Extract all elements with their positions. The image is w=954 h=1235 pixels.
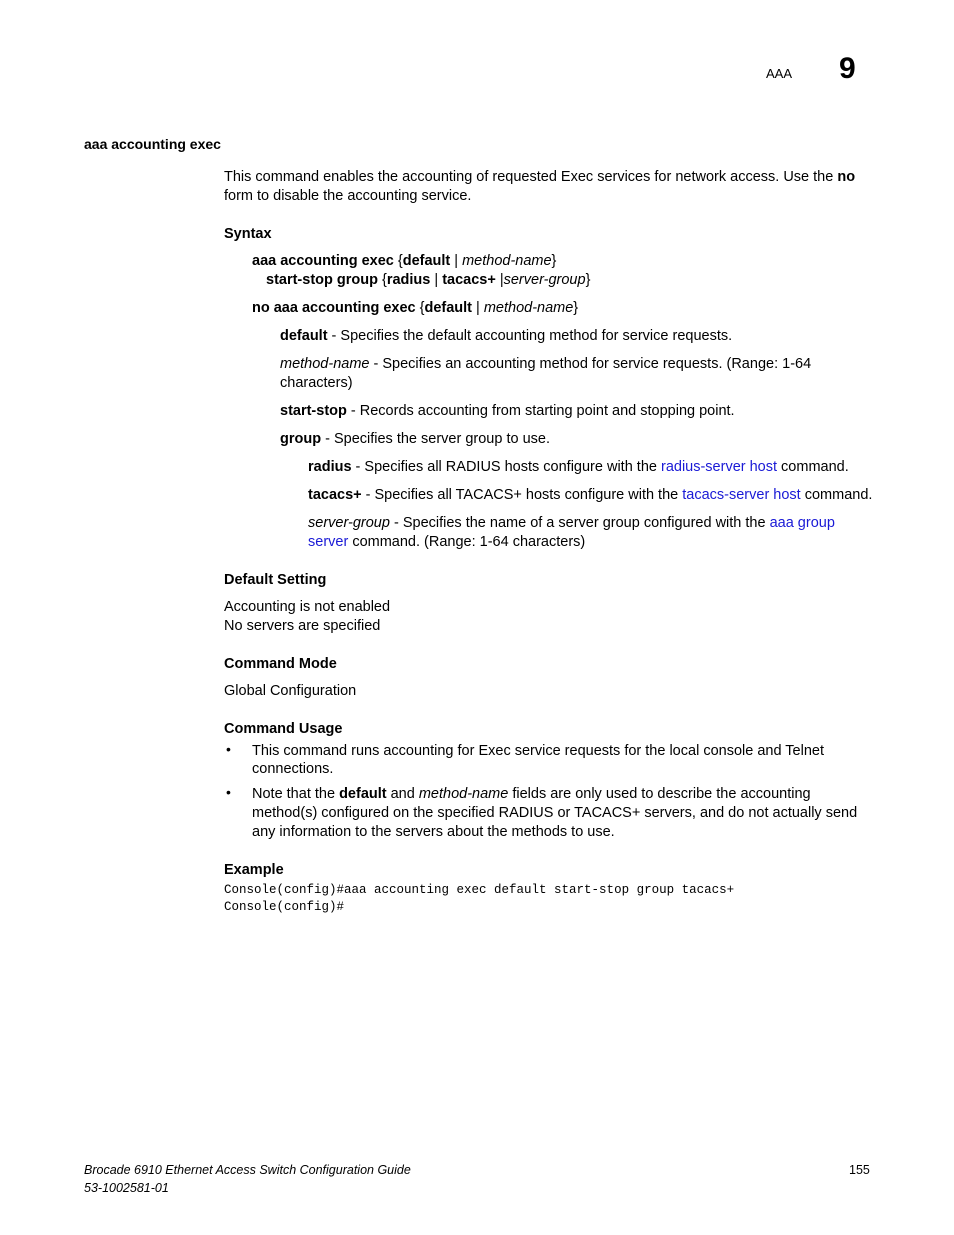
syntax-brace: }	[585, 272, 591, 288]
param-default	[280, 327, 732, 346]
param-desc: command.	[800, 487, 873, 503]
param-name: tacacs+	[308, 487, 362, 503]
syntax-separator: |	[430, 272, 443, 288]
syntax-brace: }	[573, 300, 579, 316]
syntax-separator: |	[472, 300, 484, 316]
param-method-name-cont: characters)	[280, 375, 353, 391]
syntax-command: start-stop group	[266, 272, 378, 288]
default-setting-line: No servers are specified	[224, 618, 381, 634]
param-group	[280, 430, 550, 449]
radius-server-host-link[interactable]: radius-server host	[660, 459, 778, 475]
syntax-line-3	[252, 299, 578, 318]
syntax-line-1	[252, 252, 556, 271]
syntax-brace: }	[551, 253, 557, 269]
usage-text: and	[386, 786, 419, 802]
usage-keyword: default	[339, 786, 387, 802]
footer-doc-number: 53-1002581-01	[84, 1181, 169, 1195]
param-server-group	[308, 514, 835, 533]
aaa-group-server-link-cont[interactable]: server	[308, 534, 349, 550]
syntax-keyword: default	[402, 253, 451, 269]
usage-item-2-line-2: method(s) configured on the specified RADIUS or TACACS+ servers, and do not actually send	[252, 805, 858, 821]
syntax-brace: {	[393, 253, 403, 269]
param-desc: - Specifies the name of a server group configured with the	[389, 515, 770, 531]
syntax-keyword: tacacs+	[442, 272, 496, 288]
header-section-label: AAA	[766, 66, 793, 81]
usage-text: Note that the	[252, 786, 340, 802]
syntax-separator: |	[495, 272, 504, 288]
default-setting-heading: Default Setting	[224, 572, 327, 588]
command-title: aaa accounting exec	[84, 136, 221, 152]
param-desc: - Records accounting from starting point and stopping point.	[346, 403, 735, 419]
usage-param: method-name	[418, 786, 509, 802]
syntax-brace: {	[377, 272, 387, 288]
description-keyword: no	[837, 169, 856, 185]
param-name: start-stop	[280, 403, 347, 419]
param-server-group-cont	[308, 533, 585, 552]
param-start-stop	[280, 402, 735, 421]
param-desc: - Specifies the default accounting method for service requests.	[327, 328, 733, 344]
syntax-param: method-name	[462, 253, 552, 269]
example-code-line: Console(config)#aaa accounting exec default start-stop group tacacs+	[224, 883, 735, 897]
aaa-group-server-link[interactable]: aaa group	[769, 515, 835, 531]
default-setting-line: Accounting is not enabled	[224, 599, 391, 615]
syntax-keyword: default	[424, 300, 472, 316]
param-desc: - Specifies the server group to use.	[321, 431, 550, 447]
param-radius	[308, 458, 849, 477]
description-line-2: form to disable the accounting service.	[224, 188, 472, 204]
syntax-separator: |	[450, 253, 463, 269]
usage-item-1-line-2: connections.	[252, 761, 334, 777]
syntax-line-2	[266, 271, 590, 290]
footer-doc-title: Brocade 6910 Ethernet Access Switch Configuration Guide	[84, 1163, 411, 1177]
syntax-brace: {	[415, 300, 425, 316]
usage-item-2-line-3: any information to the servers about the methods to use.	[252, 824, 615, 840]
tacacs-server-host-link[interactable]: tacacs-server host	[682, 487, 801, 503]
command-mode-value: Global Configuration	[224, 683, 357, 699]
param-method-name	[280, 355, 811, 374]
syntax-heading: Syntax	[224, 226, 272, 242]
bullet-icon: •	[226, 784, 231, 800]
description-line-1	[224, 168, 855, 187]
example-code-line: Console(config)#	[224, 900, 345, 914]
syntax-param: method-name	[483, 300, 574, 316]
bullet-icon: •	[226, 741, 231, 757]
syntax-param: server-group	[503, 272, 586, 288]
command-mode-heading: Command Mode	[224, 656, 337, 672]
param-name: method-name	[280, 356, 370, 372]
footer-page-number: 155	[849, 1163, 870, 1177]
param-name: default	[280, 328, 328, 344]
param-name: radius	[308, 459, 352, 475]
header-chapter-number: 9	[839, 52, 856, 85]
description-text: This command enables the accounting of requested Exec services for network access. Use the	[224, 169, 838, 185]
syntax-command: aaa accounting exec	[252, 253, 394, 269]
param-desc: - Specifies all RADIUS hosts configure with the	[351, 459, 661, 475]
example-heading: Example	[224, 862, 284, 878]
syntax-command: no aaa accounting exec	[252, 300, 416, 316]
usage-item-1-line-1: This command runs accounting for Exec service requests for the local console and Telnet	[252, 743, 824, 759]
usage-item-2-line-1	[252, 785, 811, 804]
syntax-keyword: radius	[386, 272, 431, 288]
param-desc: - Specifies an accounting method for service requests. (Range: 1-64	[369, 356, 812, 372]
param-tacacs	[308, 486, 872, 505]
usage-text: fields are only used to describe the accounting	[508, 786, 811, 802]
param-desc: command. (Range: 1-64 characters)	[348, 534, 586, 550]
param-desc: - Specifies all TACACS+ hosts configure with the	[361, 487, 683, 503]
command-usage-heading: Command Usage	[224, 721, 343, 737]
param-name: group	[280, 431, 322, 447]
param-desc: command.	[777, 459, 849, 475]
param-name: server-group	[308, 515, 390, 531]
